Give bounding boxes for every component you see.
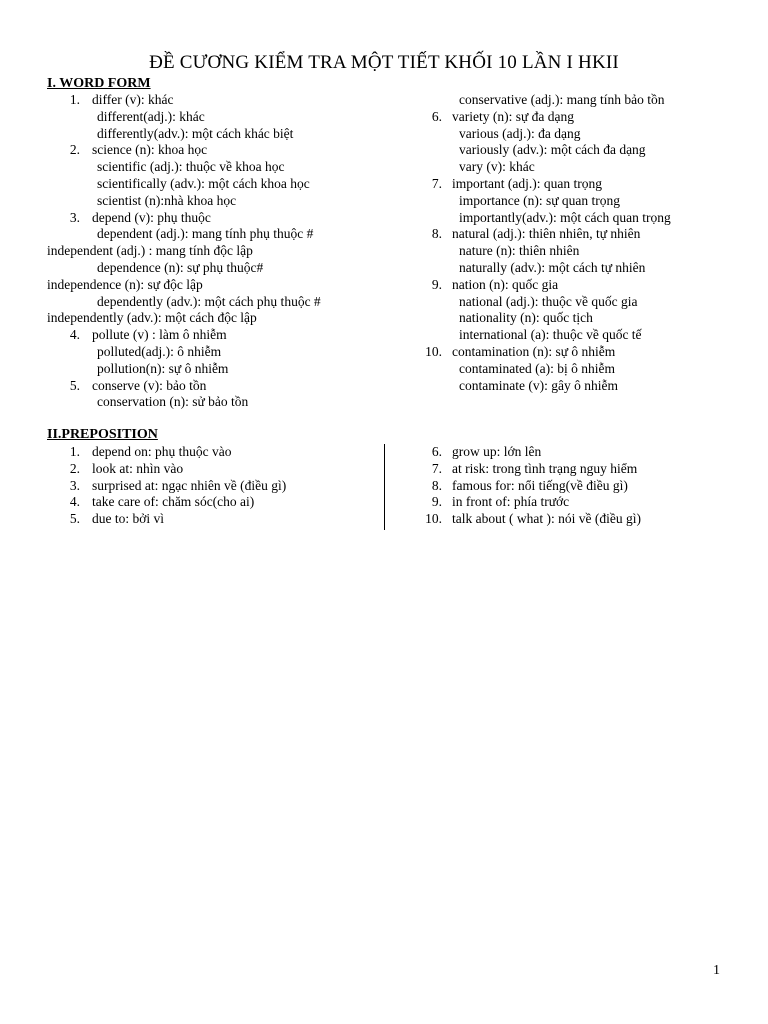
item-text: national (adj.): thuộc về quốc gia (459, 293, 638, 309)
list-item (47, 277, 203, 293)
item-text: dependent (adj.): mang tính phụ thuộc # (97, 226, 314, 242)
list-item (60, 327, 227, 343)
list-item (420, 478, 628, 494)
list-item (60, 444, 231, 460)
item-text: variously (adv.): một cách đa dạng (459, 142, 646, 158)
list-item (420, 444, 541, 460)
list-item (452, 294, 637, 310)
item-text: various (adj.): đa dạng (459, 125, 581, 141)
list-item (90, 126, 293, 142)
list-item (90, 226, 313, 242)
list-item (60, 378, 206, 394)
item-text: due to: bởi vì (92, 511, 165, 527)
list-item (420, 344, 615, 360)
item-number: 10. (425, 511, 442, 527)
item-number: 4. (69, 494, 80, 510)
item-text: surprised at: ngạc nhiên về (điều gì) (92, 477, 287, 493)
page-title: ĐỀ CƯƠNG KIỂM TRA MỘT TIẾT KHỐI 10 LẦN I HKII (149, 52, 619, 73)
list-item (452, 142, 646, 158)
item-text: conservative (adj.): mang tính bảo tồn (459, 92, 665, 107)
item-text: naturally (adv.): một cách tự nhiên (459, 260, 646, 275)
item-text: science (n): khoa học (92, 142, 208, 158)
item-text: independence (n): sự độc lập (47, 276, 203, 292)
list-item (452, 193, 620, 209)
list-item (420, 277, 558, 293)
list-item (420, 176, 602, 192)
list-item (90, 361, 228, 377)
list-item (452, 159, 535, 175)
list-item (420, 226, 640, 242)
item-number: 9. (431, 494, 442, 510)
list-item (47, 243, 253, 259)
item-text: pollute (v) : làm ô nhiễm (92, 327, 227, 343)
item-text: nation (n): quốc gia (452, 276, 559, 292)
item-text: variety (n): sự đa dạng (452, 108, 575, 124)
item-text: important (adj.): quan trọng (452, 176, 602, 191)
item-number: 1. (69, 92, 80, 107)
list-item (60, 494, 254, 510)
list-item (47, 310, 257, 326)
item-text: nature (n): thiên nhiên (459, 243, 580, 259)
column-divider (384, 444, 385, 530)
list-item (60, 478, 286, 494)
item-number: 8. (431, 477, 442, 493)
item-text: different(adj.): khác (97, 108, 205, 124)
item-text: contamination (n): sự ô nhiễm (452, 344, 616, 359)
item-number: 5. (69, 511, 80, 527)
item-text: vary (v): khác (459, 159, 535, 175)
item-text: depend (v): phụ thuộc (92, 209, 211, 225)
list-item (60, 142, 207, 158)
list-item (90, 176, 310, 192)
item-number: 10. (425, 344, 442, 359)
item-text: scientist (n):nhà khoa học (97, 192, 237, 208)
item-number: 8. (431, 226, 442, 242)
item-number: 5. (69, 377, 80, 393)
item-text: talk about ( what ): nói về (điều gì) (452, 511, 641, 527)
item-text: international (a): thuộc về quốc tế (459, 327, 642, 343)
item-number: 2. (69, 460, 80, 476)
list-item (60, 210, 211, 226)
list-item (90, 193, 236, 209)
item-text: independent (adj.) : mang tính độc lập (47, 243, 253, 259)
item-text: nationality (n): quốc tịch (459, 310, 593, 326)
item-text: contaminated (a): bị ô nhiễm (459, 360, 615, 376)
list-item (452, 92, 664, 108)
list-item (420, 494, 569, 510)
section-heading-preposition: II.PREPOSITION (47, 427, 158, 442)
item-number: 4. (69, 327, 80, 343)
list-item (60, 92, 173, 108)
list-item (420, 461, 637, 477)
item-text: take care of: chăm sóc(cho ai) (92, 494, 255, 510)
item-text: contaminate (v): gây ô nhiễm (459, 377, 618, 393)
list-item (90, 344, 221, 360)
item-text: importance (n): sự quan trọng (459, 192, 621, 208)
item-text: scientific (adj.): thuộc về khoa học (97, 159, 285, 175)
item-number: 6. (431, 108, 442, 124)
item-text: at risk: trong tình trạng nguy hiểm (452, 460, 638, 476)
page-number: 1 (713, 963, 720, 978)
list-item (90, 294, 321, 310)
list-item (452, 210, 671, 226)
item-number: 3. (69, 477, 80, 493)
item-number: 6. (431, 444, 442, 459)
item-text: natural (adj.): thiên nhiên, tự nhiên (452, 226, 641, 242)
item-text: conserve (v): bảo tồn (92, 377, 207, 393)
item-number: 2. (69, 142, 80, 158)
section-heading-word-form: I. WORD FORM (47, 76, 151, 91)
list-item (60, 511, 164, 527)
item-text: scientifically (adv.): một cách khoa học (97, 176, 310, 191)
item-text: importantly(adv.): một cách quan trọng (459, 209, 671, 225)
item-text: conservation (n): sử bảo tồn (97, 394, 249, 410)
item-text: dependence (n): sự phụ thuộc# (97, 260, 264, 275)
list-item (90, 109, 205, 125)
item-number: 7. (431, 176, 442, 191)
item-text: depend on: phụ thuộc vào (92, 444, 232, 459)
list-item (452, 260, 645, 276)
item-number: 9. (431, 276, 442, 292)
list-item (90, 394, 248, 410)
item-text: in front of: phía trước (452, 494, 570, 510)
item-text: differ (v): khác (92, 92, 174, 107)
item-text: look at: nhìn vào (92, 460, 184, 476)
item-text: famous for: nổi tiếng(về điều gì) (452, 477, 628, 493)
list-item (90, 260, 263, 276)
list-item (60, 461, 183, 477)
list-item (452, 378, 618, 394)
item-text: pollution(n): sự ô nhiễm (97, 360, 229, 376)
item-number: 7. (431, 460, 442, 476)
list-item (90, 159, 284, 175)
list-item (420, 109, 574, 125)
list-item (452, 126, 580, 142)
list-item (452, 361, 615, 377)
item-text: dependently (adv.): một cách phụ thuộc # (97, 293, 321, 309)
item-text: independently (adv.): một cách độc lập (47, 310, 257, 326)
item-text: grow up: lớn lên (452, 444, 542, 459)
list-item (452, 243, 579, 259)
list-item (452, 327, 642, 343)
item-text: differently(adv.): một cách khác biệt (97, 125, 294, 141)
item-number: 1. (69, 444, 80, 459)
list-item (420, 511, 641, 527)
item-number: 3. (69, 209, 80, 225)
item-text: polluted(adj.): ô nhiễm (97, 344, 222, 359)
list-item (452, 310, 593, 326)
